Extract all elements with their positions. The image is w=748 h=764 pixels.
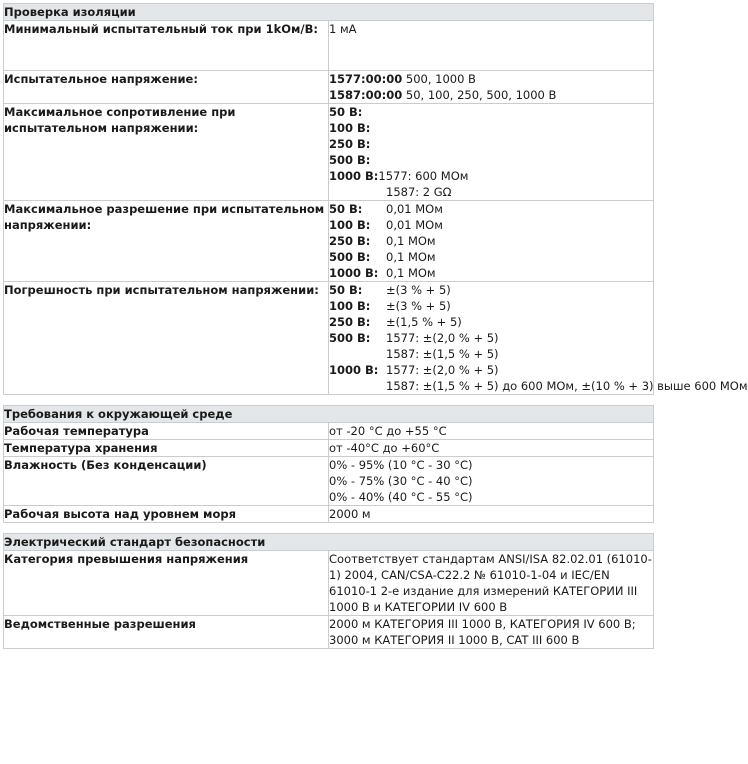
row-label: Влажность (Без конденсации): [4, 457, 329, 506]
section-spacer: [4, 395, 654, 406]
voltage-key: 250 В:: [329, 234, 371, 248]
accuracy-value: ±(1,5 % + 5): [386, 315, 462, 329]
model-key: 1587:00:00: [329, 88, 403, 102]
row-label: Испытательное напряжение:: [4, 71, 329, 104]
section-header-safety: [4, 534, 654, 551]
row-label: Максимальное разрешение при испытательном напряжении:: [4, 201, 329, 282]
table-row: [4, 104, 654, 201]
voltage-key: 50 В:: [329, 283, 363, 297]
section-title: Электрический стандарт безопасности: [4, 534, 654, 551]
voltage-key: 50 В:: [329, 202, 363, 216]
row-value: Соответствует стандартам ANSI/ISA 82.02.01 (61010-1) 2004, CAN/CSA-C22.2 № 61010-1-04 и IEC/EN 61010-1 2-е издание для измерений КАТЕГОРИИ III 1000 В и КАТЕГОРИИ IV 600 В: [329, 552, 652, 614]
section-title: Требования к окружающей среде: [4, 406, 654, 423]
voltage-key: 1000 В:: [329, 363, 379, 377]
row-value: 2000 м: [329, 506, 654, 523]
voltage-key: 250 В:: [329, 137, 371, 151]
table-row: [4, 440, 654, 457]
accuracy-value: 1587: ±(1,5 % + 5) до 600 МОм, ±(10 % + 3) выше 600 МОм: [386, 379, 748, 393]
accuracy-value: ±(3 % + 5): [386, 299, 451, 313]
voltage-list: 50, 100, 250, 500, 1000 В: [402, 88, 557, 102]
voltage-list: 500, 1000 В: [402, 72, 476, 86]
model-key: 1577:00:00: [329, 72, 403, 86]
row-label: Ведомственные разрешения: [4, 616, 329, 649]
voltage-value: 0,01 МОм: [386, 218, 443, 232]
table-row: [4, 616, 654, 649]
table-row: [4, 21, 654, 71]
voltage-key: 100 В:: [329, 299, 371, 313]
voltage-key: 100 В:: [329, 121, 371, 135]
voltage-key: 1000 В:: [329, 266, 379, 280]
row-value: от -20 °C до +55 °C: [329, 423, 654, 440]
row-value: 2000 м КАТЕГОРИЯ III 1000 В, КАТЕГОРИЯ IV 600 В; 3000 м КАТЕГОРИЯ II 1000 В, CAT III 600 В: [329, 616, 654, 649]
section-title: Проверка изоляции: [4, 4, 654, 21]
row-label: Температура хранения: [4, 440, 329, 457]
row-label: Максимальное сопротивление при испытательном напряжении:: [4, 104, 329, 201]
row-value: [329, 104, 654, 201]
section-header-environment: [4, 406, 654, 423]
accuracy-value: 1587: ±(1,5 % + 5): [386, 347, 499, 361]
voltage-value: 0,1 МОм: [386, 250, 436, 264]
accuracy-value: 1577: ±(2,0 % + 5): [386, 363, 499, 377]
table-row: [4, 551, 654, 616]
row-value: от -40°C до +60°C: [329, 440, 654, 457]
voltage-key: 500 В:: [329, 331, 371, 345]
table-row: [4, 201, 654, 282]
voltage-value: 1587: 2 GΩ: [386, 185, 452, 199]
row-value: [329, 457, 654, 506]
spec-container: [3, 3, 748, 649]
row-label: Рабочая температура: [4, 423, 329, 440]
row-label: Минимальный испытательный ток при 1kОм/В:: [4, 21, 329, 71]
row-label: Категория превышения напряжения: [4, 551, 329, 616]
voltage-key: 500 В:: [329, 153, 371, 167]
voltage-value: 0,01 МОм: [386, 202, 443, 216]
voltage-key: 250 В:: [329, 315, 371, 329]
section-spacer: [4, 523, 654, 534]
table-row: [4, 71, 654, 104]
row-value: [329, 71, 654, 104]
voltage-value: 1577: 600 МОм: [378, 169, 469, 183]
voltage-key: 500 В:: [329, 250, 371, 264]
table-row: [4, 457, 654, 506]
table-row: [4, 506, 654, 523]
voltage-value: 0,1 МОм: [386, 266, 436, 280]
table-row: [4, 423, 654, 440]
row-value: 1 мА: [329, 21, 654, 71]
humidity-value: 0% - 95% (10 °C - 30 °C): [329, 458, 473, 472]
table-row: [4, 282, 654, 395]
voltage-key: 100 В:: [329, 218, 371, 232]
voltage-value: 0,1 МОм: [386, 234, 436, 248]
accuracy-value: ±(3 % + 5): [386, 283, 451, 297]
section-header-insulation: [4, 4, 654, 21]
accuracy-value: 1577: ±(2,0 % + 5): [386, 331, 499, 345]
voltage-key: 1000 В:: [329, 169, 379, 183]
row-value: [329, 282, 748, 395]
humidity-value: 0% - 75% (30 °C - 40 °C): [329, 474, 473, 488]
humidity-value: 0% - 40% (40 °C - 55 °C): [329, 490, 473, 504]
row-label: Рабочая высота над уровнем моря: [4, 506, 329, 523]
row-label: Погрешность при испытательном напряжении:: [4, 282, 329, 395]
voltage-key: 50 В:: [329, 105, 363, 119]
spec-table: [3, 3, 748, 649]
row-value: [329, 201, 654, 282]
